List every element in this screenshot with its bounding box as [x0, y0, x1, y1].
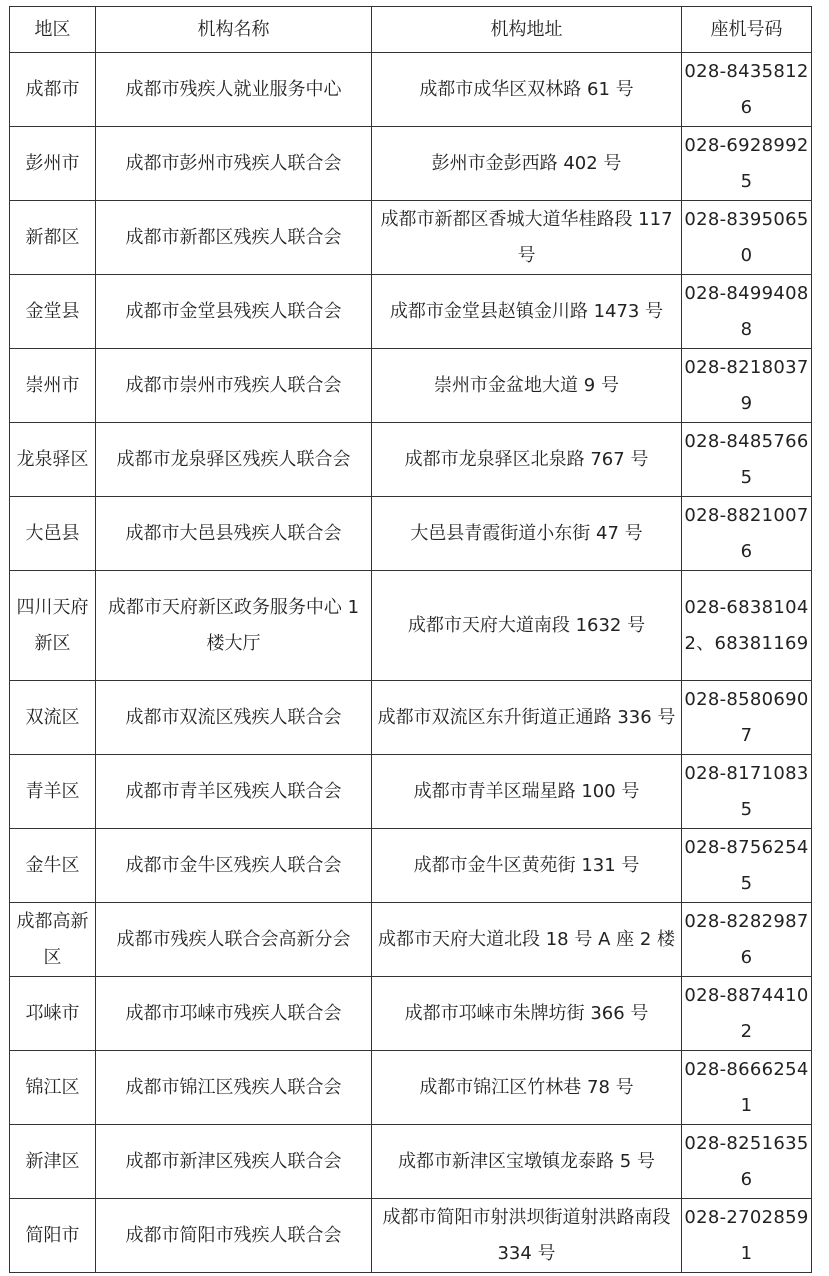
cell-org-name: 成都市简阳市残疾人联合会 — [96, 1199, 372, 1273]
table-row — [10, 829, 812, 903]
table-row — [10, 201, 812, 275]
cell-phone: 028-69289925 — [682, 127, 812, 201]
cell-region: 锦江区 — [10, 1051, 96, 1125]
table-body — [10, 53, 812, 1273]
table-row — [10, 53, 812, 127]
cell-org-name: 成都市龙泉驿区残疾人联合会 — [96, 423, 372, 497]
table-row — [10, 497, 812, 571]
cell-region: 四川天府新区 — [10, 571, 96, 681]
header-phone: 座机号码 — [682, 7, 812, 53]
table-row — [10, 423, 812, 497]
cell-org-address: 成都市天府大道北段 18 号 A 座 2 楼 — [372, 903, 682, 977]
cell-org-name: 成都市金堂县残疾人联合会 — [96, 275, 372, 349]
cell-phone: 028-87562545 — [682, 829, 812, 903]
cell-org-address: 成都市青羊区瑞星路 100 号 — [372, 755, 682, 829]
cell-org-name: 成都市新津区残疾人联合会 — [96, 1125, 372, 1199]
cell-org-address: 成都市龙泉驿区北泉路 767 号 — [372, 423, 682, 497]
table-row — [10, 681, 812, 755]
cell-org-address: 成都市新都区香城大道华桂路段 117 号 — [372, 201, 682, 275]
cell-org-name: 成都市双流区残疾人联合会 — [96, 681, 372, 755]
table-row — [10, 903, 812, 977]
cell-org-name: 成都市邛崃市残疾人联合会 — [96, 977, 372, 1051]
cell-org-address: 成都市金堂县赵镇金川路 1473 号 — [372, 275, 682, 349]
cell-region: 成都市 — [10, 53, 96, 127]
cell-org-address: 成都市锦江区竹林巷 78 号 — [372, 1051, 682, 1125]
cell-org-address: 彭州市金彭西路 402 号 — [372, 127, 682, 201]
table-row — [10, 977, 812, 1051]
table-row — [10, 1125, 812, 1199]
cell-region: 彭州市 — [10, 127, 96, 201]
cell-org-name: 成都市崇州市残疾人联合会 — [96, 349, 372, 423]
cell-region: 青羊区 — [10, 755, 96, 829]
cell-region: 龙泉驿区 — [10, 423, 96, 497]
table-row — [10, 1051, 812, 1125]
cell-phone: 028-85806907 — [682, 681, 812, 755]
cell-org-name: 成都市青羊区残疾人联合会 — [96, 755, 372, 829]
cell-org-name: 成都市彭州市残疾人联合会 — [96, 127, 372, 201]
cell-org-address: 大邑县青霞街道小东街 47 号 — [372, 497, 682, 571]
cell-phone: 028-27028591 — [682, 1199, 812, 1273]
table-row — [10, 571, 812, 681]
cell-org-address: 崇州市金盆地大道 9 号 — [372, 349, 682, 423]
cell-org-name: 成都市新都区残疾人联合会 — [96, 201, 372, 275]
cell-region: 成都高新区 — [10, 903, 96, 977]
cell-phone: 028-82180379 — [682, 349, 812, 423]
table-row — [10, 755, 812, 829]
cell-org-address: 成都市双流区东升街道正通路 336 号 — [372, 681, 682, 755]
cell-region: 金牛区 — [10, 829, 96, 903]
cell-phone: 028-84358126 — [682, 53, 812, 127]
header-org-address: 机构地址 — [372, 7, 682, 53]
table-header — [10, 7, 812, 53]
header-row — [10, 7, 812, 53]
cell-phone: 028-68381042、68381169 — [682, 571, 812, 681]
cell-region: 双流区 — [10, 681, 96, 755]
cell-region: 简阳市 — [10, 1199, 96, 1273]
cell-org-address: 成都市成华区双林路 61 号 — [372, 53, 682, 127]
cell-org-name: 成都市残疾人就业服务中心 — [96, 53, 372, 127]
cell-region: 崇州市 — [10, 349, 96, 423]
cell-phone: 028-82829876 — [682, 903, 812, 977]
cell-phone: 028-83950650 — [682, 201, 812, 275]
table-row — [10, 1199, 812, 1273]
cell-org-name: 成都市金牛区残疾人联合会 — [96, 829, 372, 903]
cell-phone: 028-81710835 — [682, 755, 812, 829]
table-row — [10, 349, 812, 423]
cell-phone: 028-84994088 — [682, 275, 812, 349]
cell-region: 金堂县 — [10, 275, 96, 349]
cell-phone: 028-82516356 — [682, 1125, 812, 1199]
cell-org-name: 成都市锦江区残疾人联合会 — [96, 1051, 372, 1125]
header-org-name: 机构名称 — [96, 7, 372, 53]
cell-org-address: 成都市新津区宝墩镇龙泰路 5 号 — [372, 1125, 682, 1199]
header-region: 地区 — [10, 7, 96, 53]
contact-table — [9, 6, 812, 1273]
cell-phone: 028-86662541 — [682, 1051, 812, 1125]
cell-org-address: 成都市邛崃市朱牌坊街 366 号 — [372, 977, 682, 1051]
cell-org-name: 成都市大邑县残疾人联合会 — [96, 497, 372, 571]
cell-org-address: 成都市金牛区黄苑街 131 号 — [372, 829, 682, 903]
cell-phone: 028-88744102 — [682, 977, 812, 1051]
document-page — [9, 6, 812, 1273]
table-row — [10, 127, 812, 201]
cell-org-name: 成都市天府新区政务服务中心 1 楼大厅 — [96, 571, 372, 681]
table-row — [10, 275, 812, 349]
cell-phone: 028-88210076 — [682, 497, 812, 571]
cell-phone: 028-84857665 — [682, 423, 812, 497]
cell-region: 新津区 — [10, 1125, 96, 1199]
cell-org-address: 成都市简阳市射洪坝街道射洪路南段 334 号 — [372, 1199, 682, 1273]
cell-region: 新都区 — [10, 201, 96, 275]
cell-org-address: 成都市天府大道南段 1632 号 — [372, 571, 682, 681]
cell-region: 邛崃市 — [10, 977, 96, 1051]
cell-org-name: 成都市残疾人联合会高新分会 — [96, 903, 372, 977]
cell-region: 大邑县 — [10, 497, 96, 571]
